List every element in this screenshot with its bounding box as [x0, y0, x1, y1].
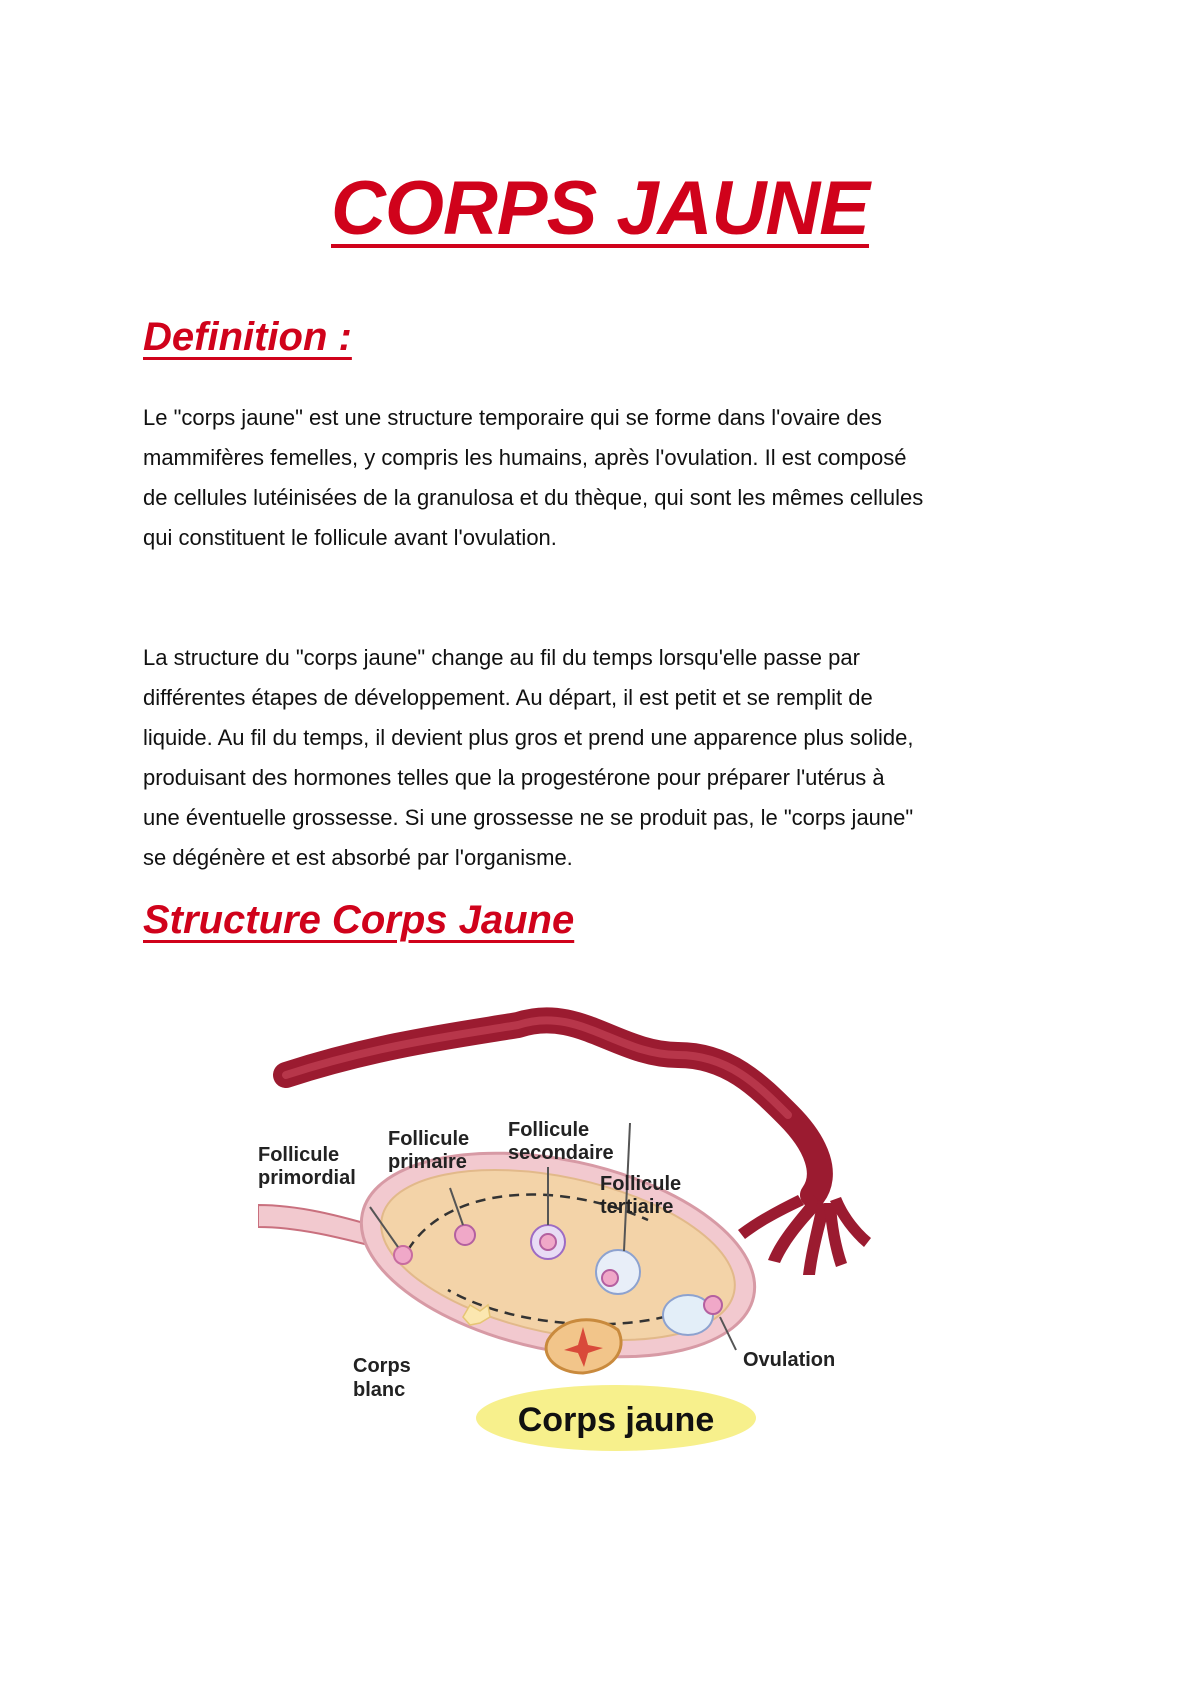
label-follicule-primordial-1: Follicule	[258, 1144, 340, 1166]
tertiary-follicle	[596, 1250, 640, 1294]
structure-heading: Structure Corps Jaune	[143, 898, 575, 942]
text-line: qui constituent le follicule avant l'ovulation.	[143, 525, 557, 550]
label-corps-blanc-2: blanc	[353, 1379, 406, 1401]
ovarian-cycle-diagram	[258, 1005, 958, 1475]
text-line: La structure du "corps jaune" change au fil du temps lorsqu'elle passe par	[143, 645, 860, 670]
label-follicule-secondaire-1: Follicule	[508, 1119, 590, 1141]
definition-paragraph-2	[143, 638, 1083, 878]
ovarian-cycle-svg	[258, 1005, 958, 1475]
text-line: produisant des hormones telles que la progestérone pour préparer l'utérus à	[143, 765, 885, 790]
label-follicule-primaire-1: Follicule	[388, 1128, 470, 1150]
definition-paragraph-1	[143, 398, 1083, 558]
text-line: différentes étapes de développement. Au départ, il est petit et se remplit de	[143, 685, 873, 710]
secondary-follicle	[531, 1225, 565, 1259]
text-line: mammifères femelles, y compris les humains, après l'ovulation. Il est composé	[143, 445, 907, 470]
label-follicule-primaire-2: primaire	[388, 1151, 467, 1173]
label-follicule-secondaire-2: secondaire	[508, 1142, 614, 1164]
label-ovulation: Ovulation	[743, 1349, 836, 1371]
text-line: de cellules lutéinisées de la granulosa et du thèque, qui sont les mêmes cellules	[143, 485, 924, 510]
label-follicule-tertiaire-1: Follicule	[600, 1173, 682, 1195]
primordial-follicle	[394, 1246, 412, 1264]
label-follicule-primordial-2: primordial	[258, 1167, 356, 1189]
primary-follicle	[455, 1225, 475, 1245]
fimbriae	[738, 1195, 871, 1275]
text-line: liquide. Au fil du temps, il devient plus gros et prend une apparence plus solide,	[143, 725, 914, 750]
page-title: CORPS JAUNE	[331, 166, 869, 251]
text-line: Le "corps jaune" est une structure temporaire qui se forme dans l'ovaire des	[143, 405, 882, 430]
label-corps-blanc-1: Corps	[353, 1355, 411, 1377]
definition-heading: Definition :	[143, 315, 352, 359]
label-corps-jaune: Corps jaune	[517, 1401, 715, 1439]
page-title-block	[0, 165, 1200, 252]
text-line: se dégénère et est absorbé par l'organisme.	[143, 845, 573, 870]
label-follicule-tertiaire-2: tertiaire	[600, 1196, 674, 1218]
text-line: une éventuelle grossesse. Si une grossesse ne se produit pas, le "corps jaune"	[143, 805, 914, 830]
corps-jaune-body	[546, 1320, 621, 1373]
